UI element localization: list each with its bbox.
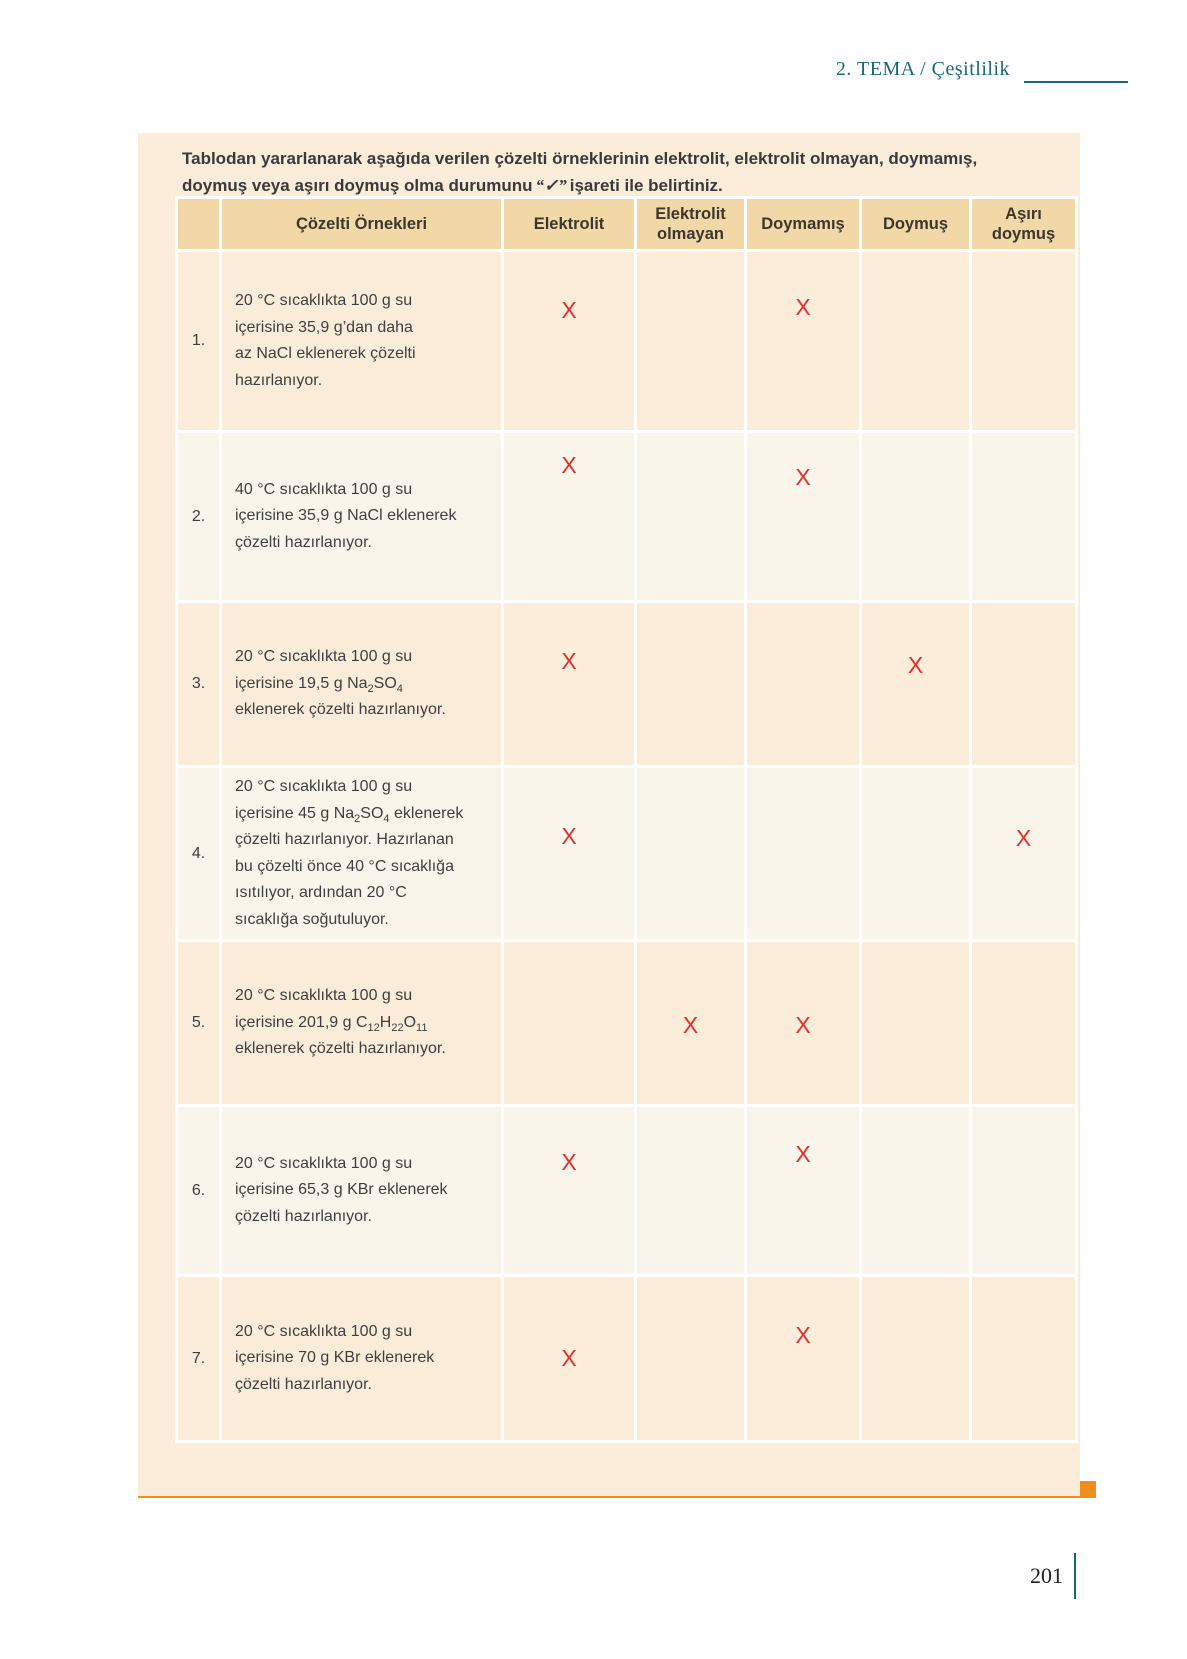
chapter-header-label: 2. TEMA / Çeşitlilik	[835, 58, 1010, 80]
mark-cell-asiri-doymus	[972, 942, 1075, 1104]
row-number-cell: 3.	[178, 603, 219, 765]
mark-cell-elektrolit-olmayan	[637, 942, 744, 1104]
check-mark-sample: “✓”	[535, 176, 567, 195]
mark-cell-doymamis	[747, 1277, 859, 1440]
x-mark: X	[795, 1322, 811, 1348]
x-mark: X	[561, 452, 577, 478]
row-number-cell: 5.	[178, 942, 219, 1104]
mark-cell-doymamis	[747, 252, 859, 430]
mark-cell-doymamis	[747, 942, 859, 1104]
description-cell: 20 °C sıcaklıkta 100 g su içerisine 19,5 g $Na_2SO_4$ eklenerek çözelti hazırlanıyor.	[222, 603, 501, 765]
description-cell: 20 °C sıcaklıkta 100 g su içerisine 45 g $Na_2SO_4$ eklenerek çözelti hazırlanıyor. Hazırlanan bu çözelti önce 40 °C sıcaklığa ısıtılıyor, ardından 20 °C sıcaklığa soğutuluyor.	[222, 768, 501, 939]
mark-cell-elektrolit-olmayan	[637, 1277, 744, 1440]
row-number-cell: 2.	[178, 433, 219, 600]
mark-cell-doymus	[862, 1107, 969, 1274]
orange-corner-square	[1080, 1481, 1096, 1498]
chapter-header	[836, 58, 1010, 81]
column-header-elektrolit-olmayan: Elektrolit olmayan	[637, 199, 744, 249]
mark-cell-doymus	[862, 768, 969, 939]
x-mark: X	[561, 648, 577, 674]
x-mark: X	[561, 1149, 577, 1175]
mark-cell-doymus	[862, 252, 969, 430]
content-panel	[138, 133, 1080, 1498]
x-mark: X	[682, 1012, 699, 1038]
instruction-text	[182, 145, 1047, 199]
mark-cell-elektrolit	[504, 1277, 634, 1440]
row-number-cell: 6.	[178, 1107, 219, 1274]
mark-cell-elektrolit	[504, 603, 634, 765]
mark-cell-elektrolit	[504, 768, 634, 939]
column-header-doymus: Doymuş	[862, 199, 969, 249]
mark-cell-asiri-doymus	[972, 1277, 1075, 1440]
x-mark: X	[561, 823, 577, 849]
column-header-doymamis: Doymamış	[747, 199, 859, 249]
mark-cell-elektrolit-olmayan	[637, 1107, 744, 1274]
mark-cell-elektrolit-olmayan	[637, 433, 744, 600]
x-mark: X	[795, 294, 811, 320]
mark-cell-asiri-doymus	[972, 433, 1075, 600]
page-number-block	[1030, 1553, 1076, 1599]
x-mark: X	[1015, 825, 1032, 851]
mark-cell-doymus	[862, 433, 969, 600]
mark-cell-doymus	[862, 942, 969, 1104]
description-cell: 40 °C sıcaklıkta 100 g su içerisine 35,9 g NaCl eklenerek çözelti hazırlanıyor.	[222, 433, 501, 600]
instruction-line-2: doymuş veya aşırı doymuş olma durumunu “✓” işareti ile belirtiniz.	[182, 176, 723, 195]
x-mark: X	[795, 1012, 811, 1038]
x-mark: X	[561, 1345, 577, 1371]
column-header-cozelti-ornekleri: Çözelti Örnekleri	[222, 199, 501, 249]
mark-cell-elektrolit-olmayan	[637, 252, 744, 430]
row-number-cell: 1.	[178, 252, 219, 430]
description-cell: 20 °C sıcaklıkta 100 g su içerisine 70 g KBr eklenerek çözelti hazırlanıyor.	[222, 1277, 501, 1440]
column-header-asiri-doymus: Aşırı doymuş	[972, 199, 1075, 249]
mark-cell-doymus	[862, 1277, 969, 1440]
mark-cell-doymamis	[747, 1107, 859, 1274]
mark-cell-doymus	[862, 603, 969, 765]
mark-cell-asiri-doymus	[972, 603, 1075, 765]
page-number-rule	[1074, 1553, 1076, 1599]
mark-cell-elektrolit	[504, 942, 634, 1104]
x-mark: X	[561, 297, 577, 323]
mark-cell-asiri-doymus	[972, 252, 1075, 430]
mark-cell-doymamis	[747, 603, 859, 765]
row-number-cell: 4.	[178, 768, 219, 939]
mark-cell-elektrolit-olmayan	[637, 603, 744, 765]
x-mark: X	[795, 464, 811, 490]
solutions-table	[175, 196, 1078, 1443]
column-header-num	[178, 199, 219, 249]
description-cell: 20 °C sıcaklıkta 100 g su içerisine 35,9 g’dan daha az NaCl eklenerek çözelti hazırlanıyor.	[222, 252, 501, 430]
description-cell: 20 °C sıcaklıkta 100 g su içerisine 201,9 g $C_{12}H_{22}O_{11}$ eklenerek çözelti hazırlanıyor.	[222, 942, 501, 1104]
mark-cell-asiri-doymus	[972, 1107, 1075, 1274]
mark-cell-asiri-doymus	[972, 768, 1075, 939]
column-header-elektrolit: Elektrolit	[504, 199, 634, 249]
mark-cell-elektrolit	[504, 1107, 634, 1274]
mark-cell-elektrolit-olmayan	[637, 768, 744, 939]
instruction-line-1: Tablodan yararlanarak aşağıda verilen çözelti örneklerinin elektrolit, elektrolit olmayan, doymamış,	[182, 149, 978, 168]
page-number: 201	[1030, 1563, 1063, 1588]
row-number-cell: 7.	[178, 1277, 219, 1440]
mark-cell-elektrolit	[504, 433, 634, 600]
x-mark: X	[795, 1141, 811, 1167]
mark-cell-doymamis	[747, 433, 859, 600]
mark-cell-doymamis	[747, 768, 859, 939]
chapter-header-rule	[1024, 81, 1128, 83]
description-cell: 20 °C sıcaklıkta 100 g su içerisine 65,3 g KBr eklenerek çözelti hazırlanıyor.	[222, 1107, 501, 1274]
x-mark: X	[907, 652, 924, 678]
mark-cell-elektrolit	[504, 252, 634, 430]
